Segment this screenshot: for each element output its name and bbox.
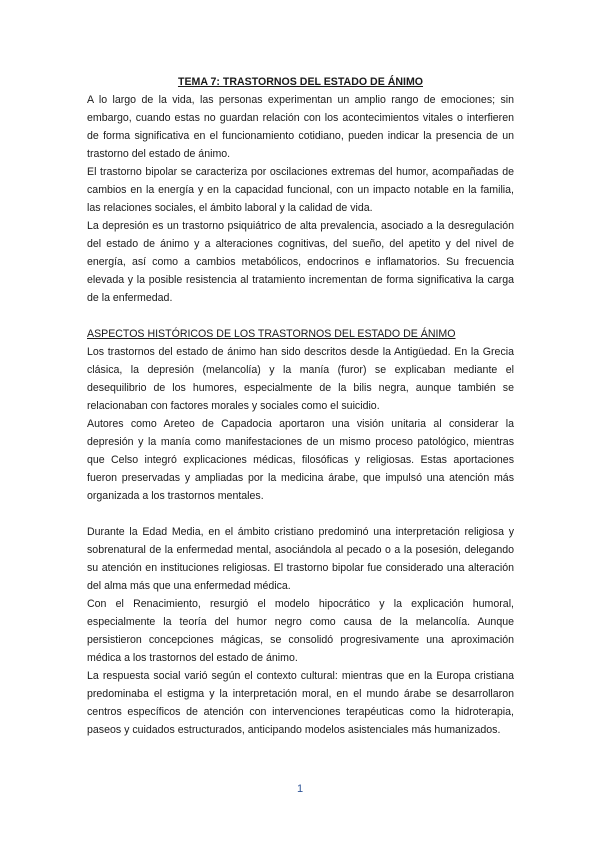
history-paragraph: Autores como Areteo de Capadocia aportaron una visión unitaria al considerar la depresión y la manía como manifestaciones de un mismo proceso patológico, mientras que Celso integró explicaciones médicas, filosóficas y religiosas. Estas aportaciones fueron preservadas y ampliadas por la medicina árabe, que impulsó una atención más organizada a los trastornos mentales. [87,418,514,502]
history-paragraph: Con el Renacimiento, resurgió el modelo hipocrático y la explicación humoral, especialmente la teoría del humor negro como causa de la melancolía. Aunque persistieron concepciones mágicas, se consolidó progresivamente una aproximación médica a los trastornos del estado de ánimo. [87,598,514,664]
intro-paragraph: El trastorno bipolar se caracteriza por oscilaciones extremas del humor, acompañadas de cambios en la energía y en la capacidad funcional, con un impacto notable en la familia, las relaciones sociales, el ámbito laboral y la calidad de vida. [87,166,514,214]
document-title: TEMA 7: TRASTORNOS DEL ESTADO DE ÁNIMO [177,76,424,88]
history-paragraph: La respuesta social varió según el contexto cultural: mientras que en la Europa cristiana predominaba el estigma y la interpretación moral, en el mundo árabe se desarrollaron centros específicos de atención con intervenciones terapéuticas como la hidroterapia, paseos y cuidados estructurados, anticipando modelos asistenciales más humanizados. [87,670,514,736]
intro-paragraph: A lo largo de la vida, las personas experimentan un amplio rango de emociones; sin embargo, cuando estas no guardan relación con los acontecimientos vitales o interfieren de forma significativa en el funcionamiento cotidiano, pueden indicar la presencia de un trastorno del estado de ánimo. [87,94,514,160]
intro-paragraph: La depresión es un trastorno psiquiátrico de alta prevalencia, asociado a la desregulación del estado de ánimo y a alteraciones cognitivas, del sueño, del apetito y del nivel de energía, así como a cambios metabólicos, endocrinos e inflamatorios. Su frecuencia elevada y la posible resistencia al tratamiento incrementan de forma significativa la carga de la enfermedad. [87,220,514,304]
history-paragraph: Durante la Edad Media, en el ámbito cristiano predominó una interpretación religiosa y sobrenatural de la enfermedad mental, asociándola al pecado o a la posesión, delegando su atención en instituciones religiosas. El trastorno bipolar fue considerado una alteración del alma más que una enfermedad médica. [87,526,514,592]
paragraph-gap [87,307,514,325]
history-paragraph: Los trastornos del estado de ánimo han sido descritos desde la Antigüedad. En la Grecia clásica, la depresión (melancolía) y la manía (furor) se explicaban mediante el desequilibrio de los humores, especialmente de la bilis negra, aunque también se relacionaban con factores morales y sociales como el suicidio. [87,346,514,412]
section-heading: ASPECTOS HISTÓRICOS DE LOS TRASTORNOS DEL ESTADO DE ÁNIMO [87,328,456,340]
page-content [87,73,514,739]
paragraph-gap [87,505,514,523]
page-number: 1 [296,783,304,795]
